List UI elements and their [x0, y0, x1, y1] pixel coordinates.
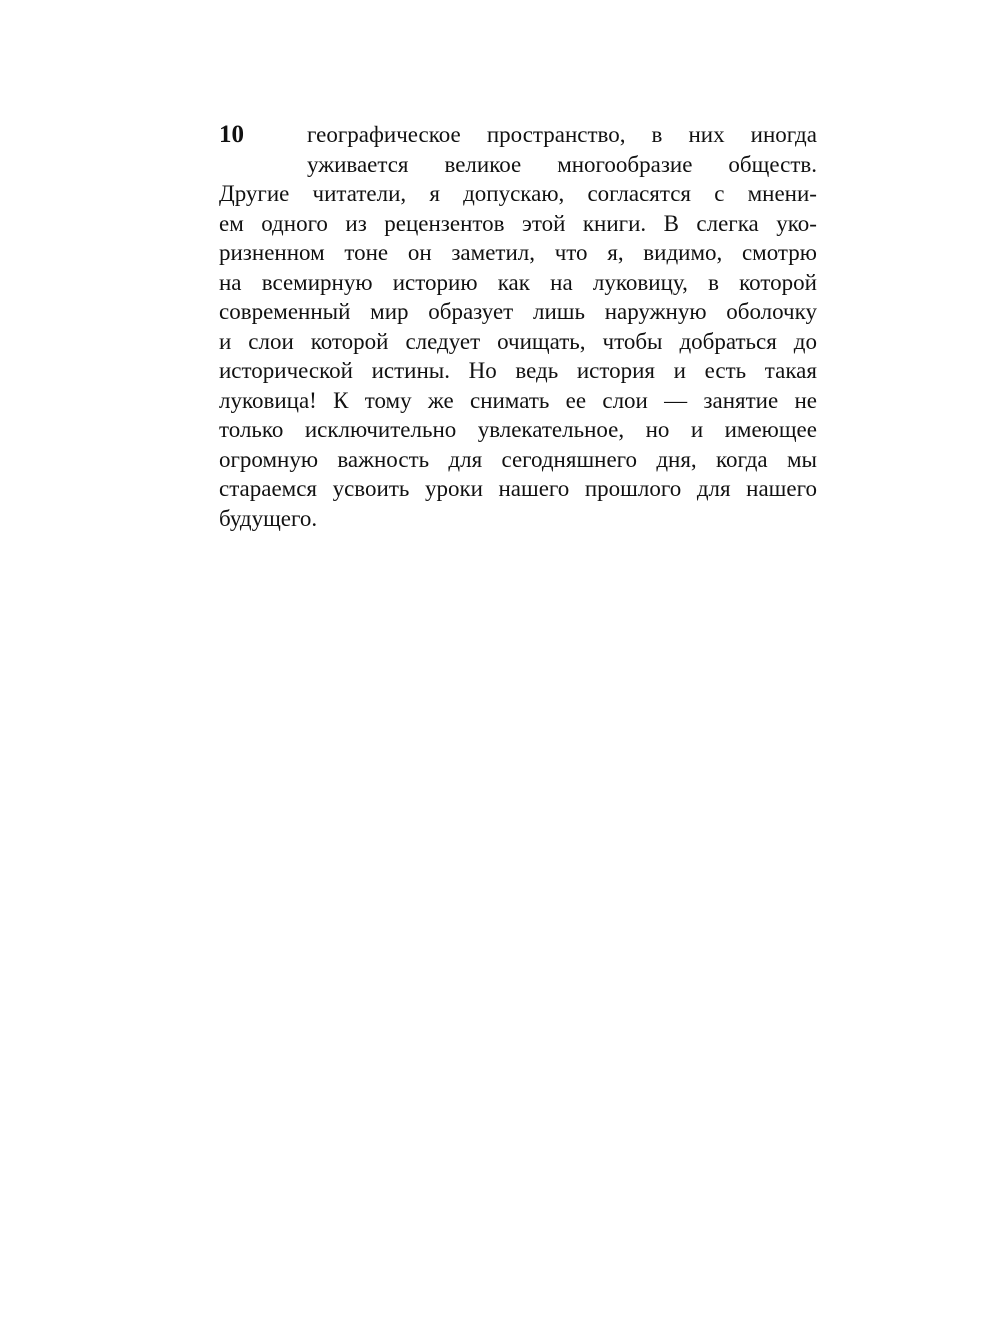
word: не [794, 387, 817, 413]
text-line [219, 444, 817, 474]
word: оболочку [726, 299, 817, 324]
word: Но [468, 358, 497, 383]
word: смотрю [741, 240, 817, 265]
word: одного [261, 210, 328, 236]
word: важность [337, 446, 430, 472]
word: он [407, 240, 432, 265]
word: ведь [515, 358, 559, 383]
word: тоне [344, 240, 389, 265]
word: как [497, 269, 530, 295]
word: мир [370, 299, 409, 324]
word: видимо, [643, 240, 723, 265]
word: этой [521, 210, 566, 236]
word: образует [428, 299, 514, 324]
text-line [219, 414, 817, 444]
word: на [550, 269, 573, 295]
word: которой [310, 328, 389, 354]
word: в [708, 269, 719, 295]
word: истины. [371, 358, 450, 383]
word: есть [704, 358, 747, 383]
word: исключительно [304, 417, 457, 442]
word: нашего [498, 476, 570, 501]
word: с [714, 181, 725, 206]
word: лишь [532, 299, 585, 324]
text-line [219, 473, 817, 503]
word: книги. [582, 210, 647, 236]
word: В [663, 210, 679, 236]
word: рецензентов [384, 210, 505, 236]
word: многообразие [557, 151, 693, 177]
word: географическое [307, 122, 461, 147]
word: снимать [469, 387, 550, 413]
word: иногда [750, 122, 817, 147]
word: уживается [307, 151, 409, 177]
word: занятие [703, 387, 779, 413]
word: стараемся [219, 476, 318, 501]
word: заметил, [451, 240, 535, 265]
word: я, [607, 240, 624, 265]
word: и [673, 358, 686, 383]
text-line [219, 503, 817, 533]
word: наружную [604, 299, 707, 324]
word: огромную [219, 446, 319, 472]
word: только [219, 417, 284, 442]
text-line [219, 237, 817, 267]
word: увлекательное, [477, 417, 625, 442]
word: имеющее [724, 417, 817, 442]
word: луковица! [219, 387, 317, 413]
word: мнени- [747, 181, 817, 206]
word: историю [392, 269, 478, 295]
word: для [448, 446, 483, 472]
page-number: 10 [219, 121, 244, 148]
word: чтобы [602, 328, 663, 354]
word: Другие [219, 181, 290, 206]
word: которой [739, 269, 817, 295]
word: для [696, 476, 731, 501]
word: слегка [696, 210, 759, 236]
word: следует [405, 328, 481, 354]
word: пространство, [486, 122, 626, 147]
word: слои [248, 328, 294, 354]
text-line [219, 326, 817, 356]
word: слои [602, 387, 648, 413]
word: очищать, [497, 328, 586, 354]
text-line [219, 385, 817, 415]
word: и [219, 328, 232, 354]
word: до [793, 328, 817, 354]
text-line [219, 296, 817, 326]
word: допускаю, [463, 181, 565, 206]
word: что [554, 240, 588, 265]
word: же [427, 387, 454, 413]
word: ее [565, 387, 587, 413]
text-line [219, 355, 817, 385]
word: уко- [776, 210, 817, 236]
word: современный [219, 299, 351, 324]
word: согласятся [587, 181, 692, 206]
word: них [688, 122, 725, 147]
word: прошлого [584, 476, 682, 501]
word: исторической [219, 358, 353, 383]
word: читатели, [312, 181, 407, 206]
word: обществ. [728, 151, 817, 177]
word: на [219, 269, 242, 295]
word: великое [444, 151, 522, 177]
word: добраться [679, 328, 777, 354]
word: дня, [656, 446, 697, 472]
word: мы [786, 446, 817, 472]
text-line [307, 119, 817, 149]
word: К [333, 387, 349, 413]
word: история [576, 358, 656, 383]
word: из [345, 210, 367, 236]
word: усвоить [332, 476, 410, 501]
word: ем [219, 210, 244, 236]
word: сегодняшнего [501, 446, 638, 472]
body-text [219, 119, 817, 532]
word: — [664, 387, 688, 413]
word: такая [764, 358, 817, 383]
word: уроки [424, 476, 483, 501]
word: я [429, 181, 440, 206]
text-line [307, 149, 817, 179]
word: луковицу, [592, 269, 688, 295]
word: всемирную [261, 269, 373, 295]
word: в [651, 122, 663, 147]
word: ризненном [219, 240, 325, 265]
word: будущего. [219, 505, 318, 531]
text-line [219, 267, 817, 297]
text-line [219, 208, 817, 238]
word: когда [715, 446, 768, 472]
word: нашего [746, 476, 817, 501]
word: но [645, 417, 670, 442]
text-line [219, 178, 817, 208]
word: и [690, 417, 704, 442]
word: тому [364, 387, 412, 413]
